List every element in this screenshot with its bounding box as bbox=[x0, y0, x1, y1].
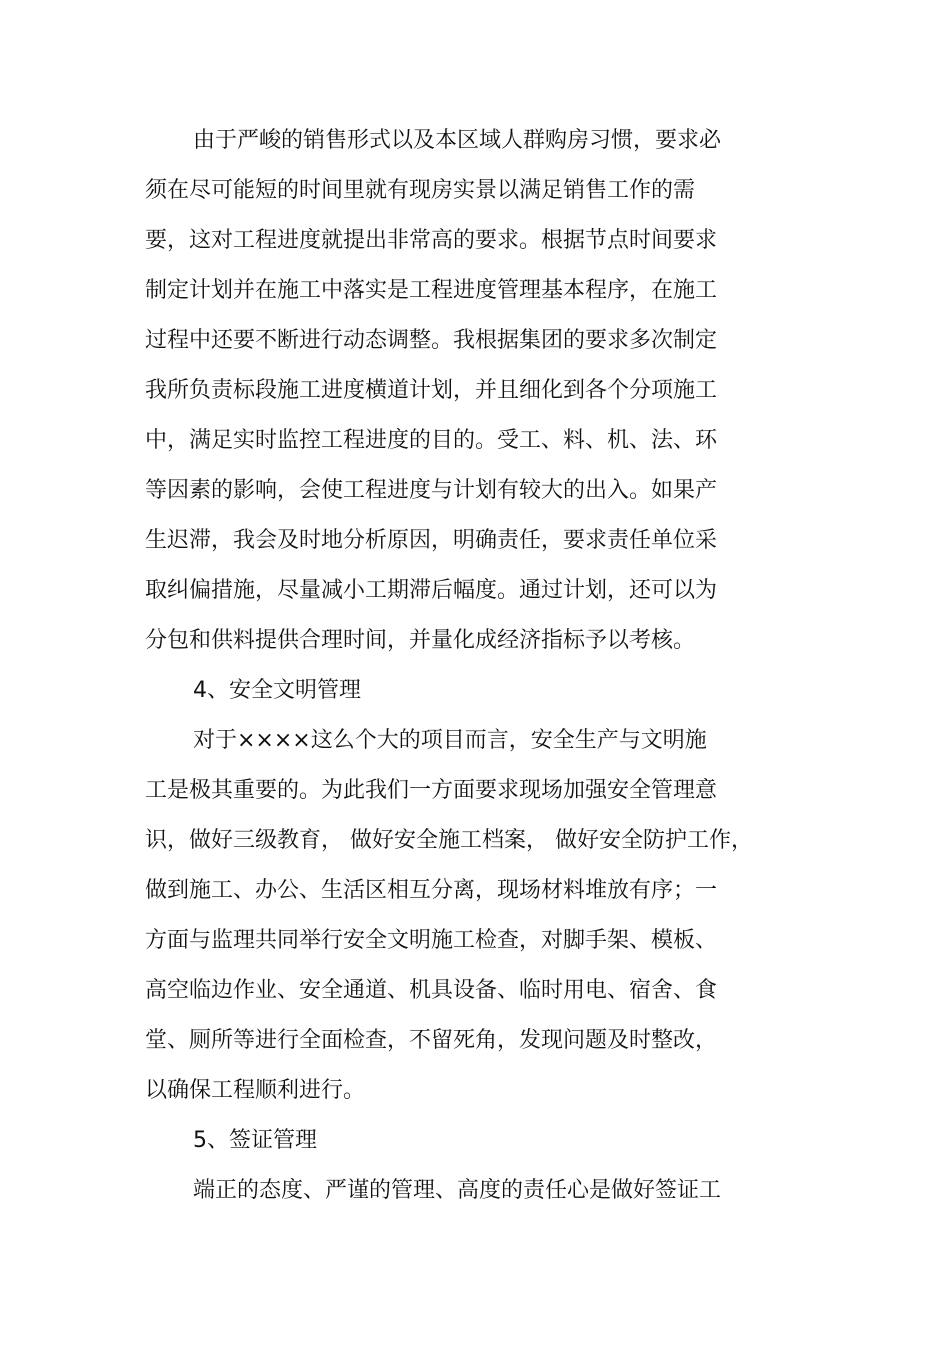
paragraph-line: 端正的态度、严谨的管理、高度的责任心是做好签证工 bbox=[193, 1178, 722, 1203]
section-heading: 4、安全文明管理 bbox=[193, 678, 361, 703]
paragraph-line: 生迟滞，我会及时地分析原因，明确责任，要求责任单位采 bbox=[145, 528, 718, 553]
paragraph-line: 过程中还要不断进行动态调整。我根据集团的要求多次制定 bbox=[145, 328, 718, 353]
paragraph-line: 我所负责标段施工进度横道计划，并且细化到各个分项施工 bbox=[145, 378, 718, 403]
paragraph-line: 做到施工、办公、生活区相互分离，现场材料堆放有序；一 bbox=[145, 878, 718, 903]
paragraph-line: 工是极其重要的。为此我们一方面要求现场加强安全管理意 bbox=[145, 778, 718, 803]
paragraph-line: 以确保工程顺利进行。 bbox=[145, 1078, 366, 1103]
paragraph-line: 分包和供料提供合理时间，并量化成经济指标予以考核。 bbox=[145, 628, 696, 653]
paragraph-line: 中，满足实时监控工程进度的目的。受工、料、机、法、环 bbox=[145, 428, 718, 453]
paragraph-line: 等因素的影响，会使工程进度与计划有较大的出入。如果产 bbox=[145, 478, 718, 503]
paragraph-line: 制定计划并在施工中落实是工程进度管理基本程序，在施工 bbox=[145, 278, 718, 303]
paragraph-line: 高空临边作业、安全通道、机具设备、临时用电、宿舍、食 bbox=[145, 978, 718, 1003]
paragraph-line: 要，这对工程进度就提出非常高的要求。根据节点时间要求 bbox=[145, 228, 718, 253]
paragraph-line: 堂、厕所等进行全面检查，不留死角，发现问题及时整改， bbox=[145, 1028, 718, 1053]
paragraph-line: 取纠偏措施，尽量减小工期滞后幅度。通过计划，还可以为 bbox=[145, 578, 718, 603]
paragraph-line: 须在尽可能短的时间里就有现房实景以满足销售工作的需 bbox=[145, 178, 696, 203]
section-heading: 5、签证管理 bbox=[193, 1128, 317, 1153]
paragraph-line: 由于严峻的销售形式以及本区域人群购房习惯，要求必 bbox=[193, 128, 722, 153]
paragraph-line: 方面与监理共同举行安全文明施工检查，对脚手架、模板、 bbox=[145, 928, 718, 953]
paragraph-line: 对于××××这么个大的项目而言，安全生产与文明施 bbox=[193, 728, 707, 753]
paragraph-line: 识，做好三级教育， 做好安全施工档案， 做好安全防护工作， bbox=[145, 828, 753, 853]
